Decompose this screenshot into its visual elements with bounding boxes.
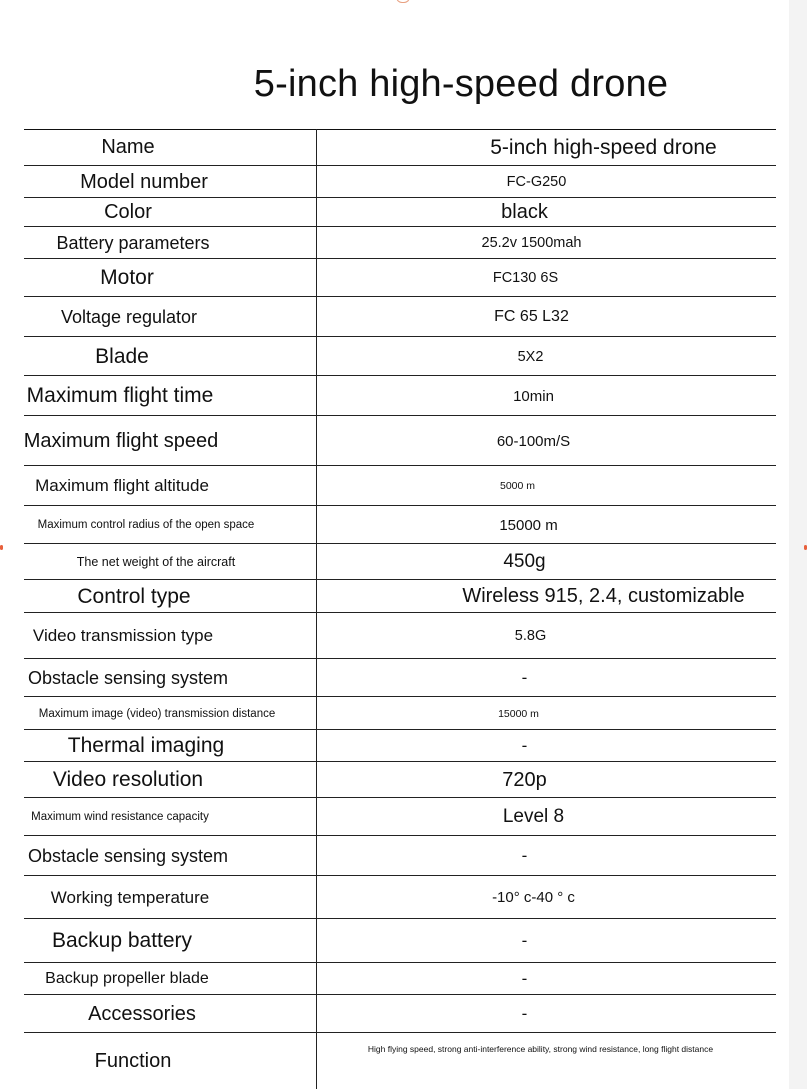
spec-value-backup-battery: - xyxy=(521,931,528,950)
spec-label-cell xyxy=(24,580,316,613)
spec-label-name: Name xyxy=(101,136,155,158)
table-row xyxy=(24,259,776,297)
spec-value-accessories: - xyxy=(521,1004,528,1023)
spec-label-cell xyxy=(24,730,316,762)
table-row xyxy=(24,506,776,544)
spec-label-motor: Motor xyxy=(100,266,154,289)
spec-value-cell xyxy=(317,876,776,919)
spec-label-cell xyxy=(24,1033,316,1089)
table-row xyxy=(24,166,776,198)
table-row xyxy=(24,337,776,376)
spec-value-maximum-flight-speed: 60-100m/S xyxy=(496,432,571,450)
spec-label-function: Function xyxy=(94,1049,172,1072)
spec-value-cell xyxy=(317,919,776,963)
spec-value-cell xyxy=(317,506,776,544)
spec-label-cell xyxy=(24,376,316,416)
spec-label-model-number: Model number xyxy=(80,170,208,193)
spec-label-cell xyxy=(24,613,316,659)
spec-value-thermal-imaging: - xyxy=(521,736,528,755)
spec-label-control-type: Control type xyxy=(77,584,191,608)
spec-label-the-net-weight-of-the-aircraft: The net weight of the aircraft xyxy=(76,555,236,569)
spec-value-maximum-control-radius-of-the-open-space: 15000 m xyxy=(499,516,558,534)
table-row xyxy=(24,580,776,613)
spec-value-cell xyxy=(317,544,776,580)
spec-value-cell xyxy=(317,730,776,762)
spec-value-obstacle-sensing-system: - xyxy=(521,846,528,865)
spec-label-cell xyxy=(24,659,316,697)
table-row xyxy=(24,963,776,995)
spec-label-cell xyxy=(24,198,316,227)
spec-value-obstacle-sensing-system: - xyxy=(521,668,528,687)
table-row xyxy=(24,798,776,836)
table-row xyxy=(24,762,776,798)
spec-label-cell xyxy=(24,963,316,995)
spec-value-cell xyxy=(317,762,776,798)
table-row xyxy=(24,730,776,762)
spec-label-cell xyxy=(24,259,316,297)
spec-value-function: High flying speed, strong anti-interference ability, strong wind resistance, long flight distance xyxy=(367,1044,714,1054)
spec-value-cell xyxy=(317,798,776,836)
spec-label-thermal-imaging: Thermal imaging xyxy=(67,734,225,757)
spec-value-cell xyxy=(317,697,776,730)
table-row xyxy=(24,376,776,416)
spec-value-cell xyxy=(317,198,776,227)
spec-label-cell xyxy=(24,798,316,836)
spec-value-cell xyxy=(317,129,776,166)
spec-label-voltage-regulator: Voltage regulator xyxy=(60,306,198,327)
spec-value-cell xyxy=(317,613,776,659)
table-row xyxy=(24,1033,776,1089)
top-decoration xyxy=(396,0,410,3)
spec-value-cell xyxy=(317,337,776,376)
table-row xyxy=(24,297,776,337)
table-row xyxy=(24,919,776,963)
spec-label-maximum-flight-time: Maximum flight time xyxy=(26,384,214,407)
table-row xyxy=(24,416,776,466)
spec-label-cell xyxy=(24,544,316,580)
spec-label-cell xyxy=(24,506,316,544)
spec-label-cell xyxy=(24,876,316,919)
spec-value-maximum-wind-resistance-capacity: Level 8 xyxy=(502,806,565,827)
spec-value-video-resolution: 720p xyxy=(502,768,547,791)
spec-label-obstacle-sensing-system: Obstacle sensing system xyxy=(27,667,229,688)
spec-label-cell xyxy=(24,697,316,730)
spec-table xyxy=(24,129,776,1089)
spec-value-the-net-weight-of-the-aircraft: 450g xyxy=(503,551,546,572)
spec-value-battery-parameters: 25.2v 1500mah xyxy=(481,235,582,251)
table-row xyxy=(24,544,776,580)
spec-label-blade: Blade xyxy=(95,344,149,368)
spec-value-cell xyxy=(317,166,776,198)
spec-label-video-resolution: Video resolution xyxy=(52,768,204,791)
spec-value-control-type: Wireless 915, 2.4, customizable xyxy=(462,585,745,607)
spec-value-cell xyxy=(317,416,776,466)
spec-label-maximum-image-video-transmission-distance: Maximum image (video) transmission distance xyxy=(38,707,276,720)
spec-value-backup-propeller-blade: - xyxy=(521,969,528,988)
spec-label-video-transmission-type: Video transmission type xyxy=(32,626,214,645)
spec-label-backup-battery: Backup battery xyxy=(51,929,193,952)
spec-value-cell xyxy=(317,259,776,297)
spec-label-cell xyxy=(24,836,316,876)
table-row xyxy=(24,995,776,1033)
table-row xyxy=(24,129,776,166)
spec-value-motor: FC130 6S xyxy=(492,270,559,286)
spec-value-blade: 5X2 xyxy=(517,348,544,365)
spec-label-cell xyxy=(24,337,316,376)
table-row xyxy=(24,659,776,697)
left-edge-mark xyxy=(0,545,3,550)
table-row xyxy=(24,613,776,659)
spec-value-cell xyxy=(317,995,776,1033)
spec-label-cell xyxy=(24,466,316,506)
spec-value-voltage-regulator: FC 65 L32 xyxy=(494,308,569,325)
spec-label-maximum-flight-speed: Maximum flight speed xyxy=(23,429,219,452)
spec-value-model-number: FC-G250 xyxy=(506,174,567,190)
spec-label-accessories: Accessories xyxy=(88,1002,196,1025)
spec-label-cell xyxy=(24,227,316,259)
spec-value-cell xyxy=(317,580,776,613)
page-title: 5-inch high-speed drone xyxy=(253,63,669,106)
table-row xyxy=(24,836,776,876)
spec-value-cell xyxy=(317,466,776,506)
spec-label-cell xyxy=(24,129,316,166)
spec-label-maximum-flight-altitude: Maximum flight altitude xyxy=(35,476,209,495)
spec-label-maximum-control-radius-of-the-open-space: Maximum control radius of the open space xyxy=(37,519,255,531)
spec-label-obstacle-sensing-system: Obstacle sensing system xyxy=(27,845,229,866)
spec-value-cell xyxy=(317,227,776,259)
spec-value-cell xyxy=(317,1033,776,1089)
spec-value-cell xyxy=(317,659,776,697)
table-row xyxy=(24,227,776,259)
spec-value-cell xyxy=(317,376,776,416)
spec-label-cell xyxy=(24,297,316,337)
spec-label-working-temperature: Working temperature xyxy=(50,887,210,907)
spec-label-maximum-wind-resistance-capacity: Maximum wind resistance capacity xyxy=(31,811,209,823)
spec-value-video-transmission-type: 5.8G xyxy=(514,628,547,644)
spec-label-cell xyxy=(24,166,316,198)
table-row xyxy=(24,466,776,506)
table-row xyxy=(24,697,776,730)
spec-value-cell xyxy=(317,836,776,876)
spec-label-cell xyxy=(24,762,316,798)
spec-value-name: 5-inch high-speed drone xyxy=(490,135,717,159)
spec-value-maximum-image-video-transmission-distance: 15000 m xyxy=(498,707,539,720)
spec-value-color: black xyxy=(501,201,548,223)
spec-label-cell xyxy=(24,416,316,466)
spec-value-cell xyxy=(317,963,776,995)
table-row xyxy=(24,198,776,227)
spec-label-cell xyxy=(24,995,316,1033)
spec-value-maximum-flight-time: 10min xyxy=(513,387,554,405)
spec-label-backup-propeller-blade: Backup propeller blade xyxy=(45,970,209,987)
spec-value-maximum-flight-altitude: 5000 m xyxy=(499,480,536,492)
spec-value-cell xyxy=(317,297,776,337)
spec-value-working-temperature: -10° c-40 ° c xyxy=(492,889,575,906)
spec-label-battery-parameters: Battery parameters xyxy=(56,232,210,253)
spec-label-cell xyxy=(24,919,316,963)
spec-label-color: Color xyxy=(104,201,152,223)
table-row xyxy=(24,876,776,919)
